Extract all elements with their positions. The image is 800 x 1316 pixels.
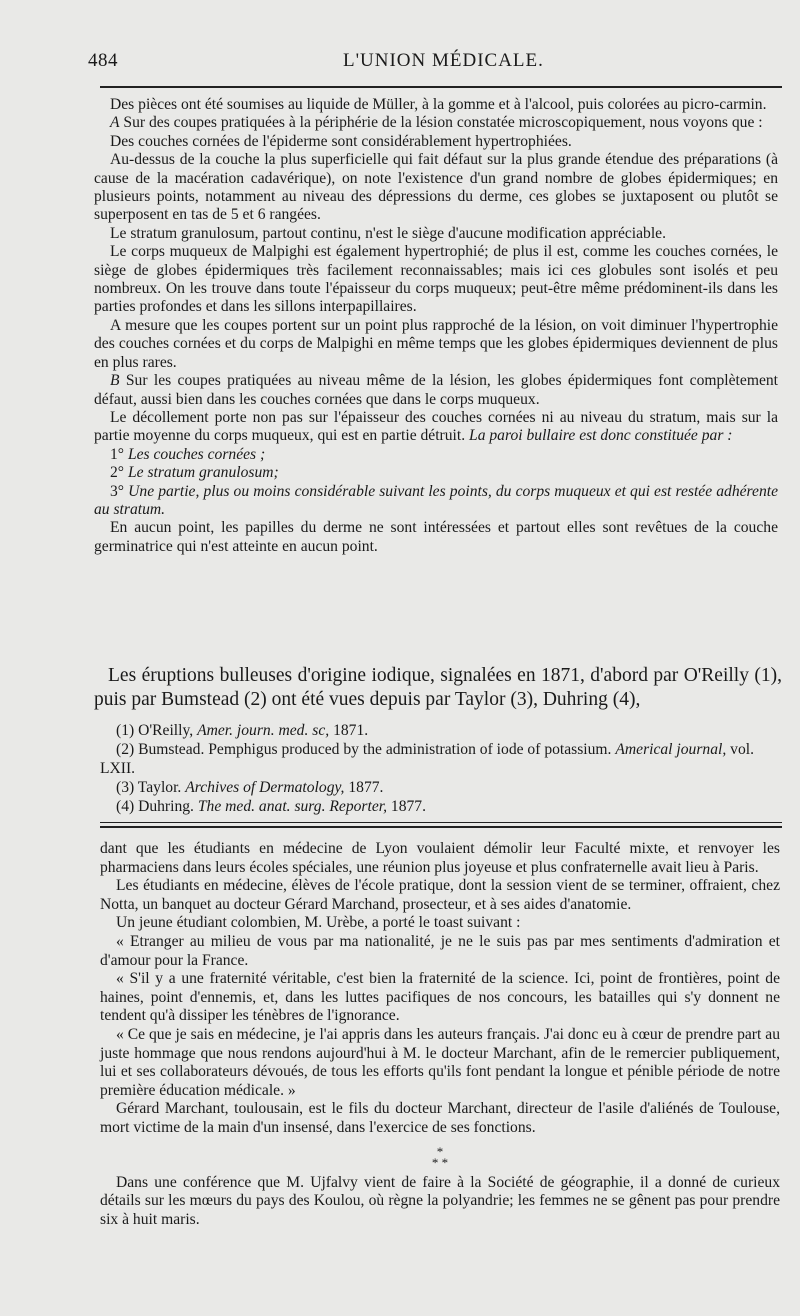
main-text bbox=[94, 664, 782, 712]
paragraph: « Etranger au milieu de vous par ma nationalité, je ne le suis pas par mes sentiments d'admiration et d'amour pour la France. bbox=[100, 932, 780, 969]
footnotes bbox=[100, 721, 782, 816]
asterism: * * * bbox=[431, 1143, 449, 1170]
paragraph: Les étudiants en médecine, élèves de l'école pratique, dont la session vient de se terminer, offraient, chez Notta, un banquet au docteur Gérard Marchand, prosecteur, et à ses aides d'anatomie. bbox=[100, 877, 780, 913]
footnote: (2) Bumstead. Pemphigus produced by the administration of iode of potassium. Americal journal, vol. LXII. bbox=[100, 741, 754, 777]
paragraph: « S'il y a une fraternité véritable, c'est bien la fraternité de la science. Ici, point de frontières, point de haines, point d'ennemis, et, dans les luttes pacifiques de nos concours, les batailles qui s'y donnent ne tendent qu'à dissiper les ténèbres de l'ignorance. bbox=[100, 970, 780, 1025]
paragraph: Le décollement porte non pas sur l'épaisseur des couches cornées ni au niveau du stratum, mais sur la partie moyenne du corps muqueux, qui est en partie détruit. La paroi bullaire est donc constituée par : bbox=[94, 408, 778, 445]
paragraph: Les éruptions bulleuses d'origine iodique, signalées en 1871, d'abord par O'Reilly (1), puis par Bumstead (2) ont été vues depuis par Taylor (3), Duhring (4), bbox=[94, 665, 782, 710]
pathology-report bbox=[94, 96, 778, 556]
list-item: 1° Les couches cornées ; bbox=[110, 445, 266, 463]
page-number: 484 bbox=[88, 50, 118, 71]
section-divider bbox=[100, 822, 782, 828]
footnote: (1) O'Reilly, Amer. journ. med. sc, 1871. bbox=[116, 722, 369, 739]
paragraph: Le stratum granulosum, partout continu, n'est le siège d'aucune modification appréciable. bbox=[110, 224, 666, 242]
paragraph: Des pièces ont été soumises au liquide de Müller, à la gomme et à l'alcool, puis colorées au picro-carmin. bbox=[110, 96, 767, 113]
paragraph: Le corps muqueux de Malpighi est également hypertrophié; de plus il est, comme les couches cornées, le siège de globes épidermiques très facilement reconnaissables; mais ici ces globules sont isolés et peu nombreux. On les trouve dans toute l'épaisseur du corps muqueux; peut-être même prédominent-ils dans les parties profondes et dans les sillons interpapillaires. bbox=[94, 243, 778, 316]
news-column bbox=[100, 840, 780, 1229]
paragraph: Dans une conférence que M. Ujfalvy vient de faire à la Société de géographie, il a donné de curieux détails sur les mœurs du pays des Koulou, où règne la polyandrie; les femmes ne se gênent pas pour prendre six à huit maris. bbox=[100, 1173, 780, 1228]
paragraph: A mesure que les coupes portent sur un point plus rapproché de la lésion, on voit diminuer l'hypertrophie des couches cornées et du corps de Malpighi en même temps que les globes épidermiques deviennent de plus en plus rares. bbox=[94, 316, 778, 371]
list-item: 3° Une partie, plus ou moins considérable suivant les points, du corps muqueux et qui est restée adhérente au stratum. bbox=[94, 482, 778, 518]
paragraph: En aucun point, les papilles du derme ne sont intéressées et partout elles sont revêtues de la couche germinatrice qui n'est atteinte en aucun point. bbox=[94, 519, 778, 555]
paragraph: B Sur les coupes pratiquées au niveau même de la lésion, les globes épidermiques font complètement défaut, aussi bien dans les couches cornées que dans le corps muqueux. bbox=[94, 372, 778, 408]
paragraph: « Ce que je sais en médecine, je l'ai appris dans les auteurs français. J'ai donc eu à cœur de prendre part au juste hommage que nous rendons aujourd'hui à M. le docteur Marchant, afin de le remercier publiquement, lui et ses collaborateurs dévoués, de tous les efforts qu'ils font pendant la longue et pénible période de notre première éducation médicale. » bbox=[100, 1025, 780, 1099]
paragraph: Au-dessus de la couche la plus superficielle qui fait défaut sur la plus grande étendue des préparations (à cause de la macération cadavérique), on note l'existence d'un grand nombre de globes épidermiques; en plusieurs points, notamment au niveau des dépressions du derme, ces globes se juxtaposent ou plutôt se superposent en tas de 5 et 6 rangées. bbox=[94, 151, 778, 224]
paragraph: Gérard Marchant, toulousain, est le fils du docteur Marchant, directeur de l'asile d'aliénés de Toulouse, mort victime de la main d'un insensé, dans l'exercice de ses fonctions. bbox=[100, 1100, 780, 1136]
section-letter: B bbox=[110, 372, 120, 390]
list-item: 2° Le stratum granulosum; bbox=[110, 464, 279, 482]
running-title: L'UNION MÉDICALE. bbox=[343, 50, 544, 71]
paragraph: A Sur des coupes pratiquées à la périphérie de la lésion constatée microscopiquement, nous voyons que : bbox=[110, 114, 763, 132]
paragraph: dant que les étudiants en médecine de Lyon voulaient démolir leur Faculté mixte, et renvoyer les pharmaciens dans leurs écoles spéciales, une réunion plus joyeuse et plus confraternelle avait lieu à Paris. bbox=[100, 840, 780, 876]
footnote: (3) Taylor. Archives of Dermatology, 1877. bbox=[116, 779, 384, 796]
header-rule bbox=[100, 86, 782, 88]
footnote: (4) Duhring. The med. anat. surg. Reporter, 1877. bbox=[116, 798, 426, 815]
paragraph: Des couches cornées de l'épiderme sont considérablement hypertrophiées. bbox=[110, 132, 572, 150]
paragraph: Un jeune étudiant colombien, M. Urèbe, a porté le toast suivant : bbox=[116, 914, 521, 932]
page-header bbox=[88, 50, 788, 76]
section-letter: A bbox=[110, 114, 120, 132]
